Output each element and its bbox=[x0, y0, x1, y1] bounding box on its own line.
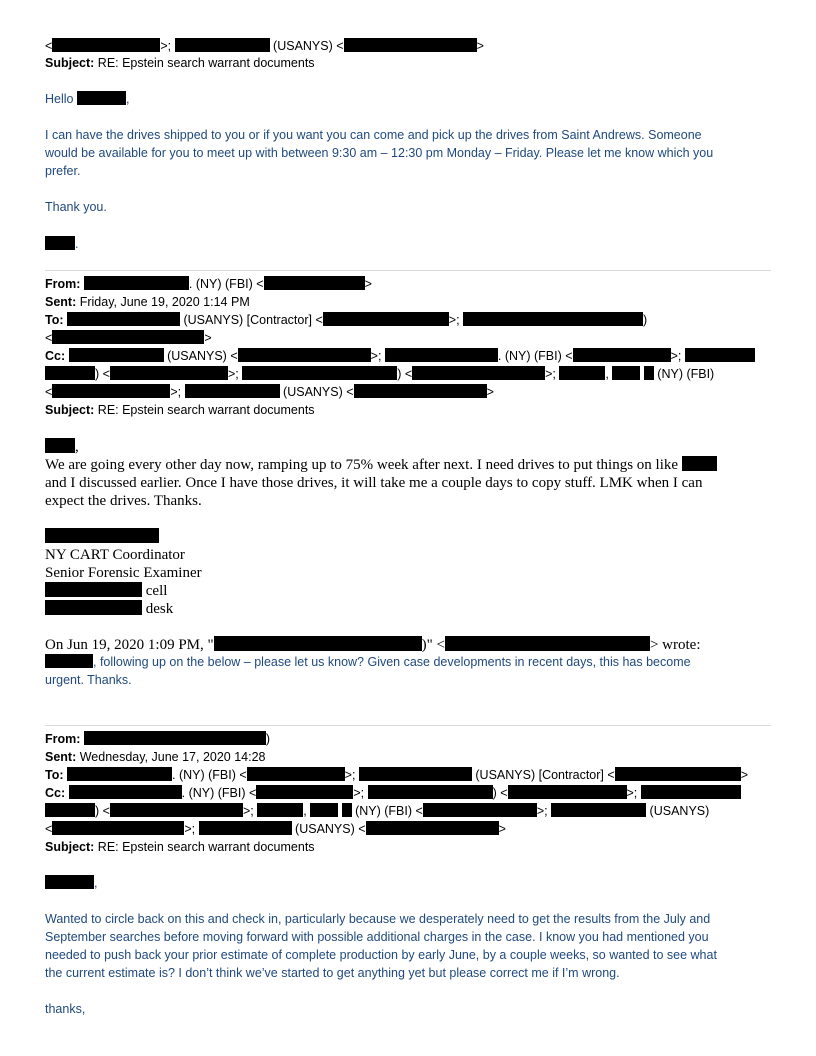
msg2-cc-cont2: < >; (USANYS) < > bbox=[45, 385, 494, 399]
redaction bbox=[359, 767, 472, 781]
redaction bbox=[45, 875, 94, 889]
redaction bbox=[242, 366, 397, 380]
signature-cell: cell bbox=[45, 582, 167, 600]
redaction bbox=[508, 785, 627, 799]
redaction bbox=[67, 312, 180, 326]
redaction bbox=[551, 803, 646, 817]
redaction bbox=[45, 803, 95, 817]
redaction bbox=[238, 348, 371, 362]
message-separator bbox=[45, 725, 771, 726]
redaction bbox=[559, 366, 605, 380]
msg3-body-line: Wanted to circle back on this and check in, particularly because we desperately need to get the results from the July and bbox=[45, 912, 711, 926]
redaction bbox=[52, 384, 170, 398]
redaction bbox=[69, 348, 164, 362]
redaction bbox=[45, 528, 159, 543]
redaction bbox=[45, 582, 142, 597]
msg1-body-line: I can have the drives shipped to you or if you want you can come and pick up the drives from Saint Andrews. Someone bbox=[45, 128, 702, 142]
redaction bbox=[366, 821, 499, 835]
msg1-body-line: prefer. bbox=[45, 164, 81, 178]
msg1-greeting: Hello , bbox=[45, 92, 130, 106]
redaction bbox=[45, 236, 75, 250]
msg3-body-line: needed to push back your prior estimate of complete production by early June, by a couple weeks, so wanted to see what bbox=[45, 948, 717, 962]
msg2-subject-line: Subject: RE: Epstein search warrant documents bbox=[45, 403, 315, 417]
msg2-to-line: To: (USANYS) [Contractor] < >; ) bbox=[45, 313, 648, 327]
msg3-cc-line: Cc: . (NY) (FBI) < >; ) < >; bbox=[45, 784, 741, 802]
msg3-sent-line: Sent: Wednesday, June 17, 2020 14:28 bbox=[45, 750, 266, 764]
msg1-subject-line: Subject: RE: Epstein search warrant documents bbox=[45, 56, 315, 70]
redaction bbox=[264, 276, 365, 290]
redaction bbox=[199, 821, 292, 835]
redaction bbox=[682, 456, 717, 471]
redaction bbox=[685, 348, 755, 362]
redaction bbox=[45, 366, 95, 380]
msg3-salutation: , bbox=[45, 874, 97, 892]
msg2-sent-line: Sent: Friday, June 19, 2020 1:14 PM bbox=[45, 295, 250, 309]
redaction bbox=[52, 330, 204, 344]
msg3-cc-cont1: ) < >; , (NY) (FBI) < >; (USANYS) bbox=[45, 802, 709, 820]
msg2-from-line: From: . (NY) (FBI) < > bbox=[45, 277, 372, 291]
redaction bbox=[573, 348, 671, 362]
msg3-body-line: the current estimate is? I don’t think we’ve started to get anything yet but please correct me if I’m wrong. bbox=[45, 966, 620, 980]
quote-intro: On Jun 19, 2020 1:09 PM, " )" < > wrote: bbox=[45, 637, 701, 653]
redaction bbox=[463, 312, 643, 326]
redaction bbox=[641, 785, 741, 799]
redaction bbox=[256, 785, 353, 799]
redaction bbox=[423, 803, 537, 817]
redaction bbox=[84, 276, 189, 290]
msg1-thanks: Thank you. bbox=[45, 200, 107, 214]
redaction bbox=[323, 312, 449, 326]
msg2-cc-line: Cc: (USANYS) < >; . (NY) (FBI) < >; bbox=[45, 347, 755, 365]
redaction bbox=[67, 767, 172, 781]
msg2-body-line: We are going every other day now, ramping up to 75% week after next. I need drives to put things on like bbox=[45, 456, 717, 474]
redaction bbox=[45, 438, 75, 453]
redaction bbox=[185, 384, 280, 398]
signature-title: NY CART Coordinator bbox=[45, 547, 185, 563]
redaction bbox=[45, 600, 142, 615]
msg1-signature: . bbox=[45, 235, 78, 253]
signature-name bbox=[45, 528, 159, 546]
redaction bbox=[354, 384, 487, 398]
redaction bbox=[310, 803, 338, 817]
msg3-body-line: September searches before moving forward with possible additional charges in the case. I know you had mentioned you bbox=[45, 930, 709, 944]
redaction bbox=[110, 803, 243, 817]
quote-body-line: , following up on the below – please let us know? Given case developments in recent days, this has become bbox=[45, 653, 691, 671]
redaction bbox=[175, 38, 270, 52]
msg2-body-line: and I discussed earlier. Once I have those drives, it will take me a couple days to copy stuff. LMK when I can bbox=[45, 475, 703, 491]
redaction bbox=[69, 785, 182, 799]
redaction bbox=[412, 366, 545, 380]
redaction bbox=[342, 803, 352, 817]
msg3-signoff: thanks, bbox=[45, 1002, 86, 1016]
redaction bbox=[110, 366, 228, 380]
message-separator bbox=[45, 270, 771, 271]
msg3-to-line: To: . (NY) (FBI) < >; (USANYS) [Contractor] < > bbox=[45, 768, 748, 782]
redaction bbox=[385, 348, 498, 362]
msg1-body-line: would be available for you to meet up with between 9:30 am – 12:30 pm Monday – Friday. Please let me know which you bbox=[45, 146, 714, 160]
msg1-recipients-line: < >; (USANYS) < > bbox=[45, 39, 484, 53]
redaction bbox=[77, 91, 126, 105]
redaction bbox=[368, 785, 493, 799]
signature-title: Senior Forensic Examiner bbox=[45, 565, 202, 581]
redaction bbox=[644, 366, 654, 380]
quote-body-line: urgent. Thanks. bbox=[45, 673, 132, 687]
redaction bbox=[615, 767, 741, 781]
msg2-to-cont: < > bbox=[45, 331, 212, 345]
signature-desk: desk bbox=[45, 600, 173, 618]
redaction bbox=[52, 821, 184, 835]
redaction bbox=[445, 636, 650, 651]
msg2-body-line: expect the drives. Thanks. bbox=[45, 493, 202, 509]
msg3-cc-cont2: < >; (USANYS) < > bbox=[45, 822, 506, 836]
redaction bbox=[344, 38, 477, 52]
msg3-subject-line: Subject: RE: Epstein search warrant documents bbox=[45, 840, 315, 854]
msg3-from-line: From: ) bbox=[45, 732, 271, 746]
redaction bbox=[52, 38, 160, 52]
redaction bbox=[45, 654, 93, 668]
msg2-salutation: , bbox=[45, 438, 79, 456]
redaction bbox=[247, 767, 345, 781]
redaction bbox=[84, 731, 266, 745]
redaction bbox=[257, 803, 303, 817]
redaction bbox=[214, 636, 422, 651]
msg2-cc-cont1: ) < >; ) < >; , (NY) (FBI) bbox=[45, 365, 714, 383]
redaction bbox=[612, 366, 640, 380]
